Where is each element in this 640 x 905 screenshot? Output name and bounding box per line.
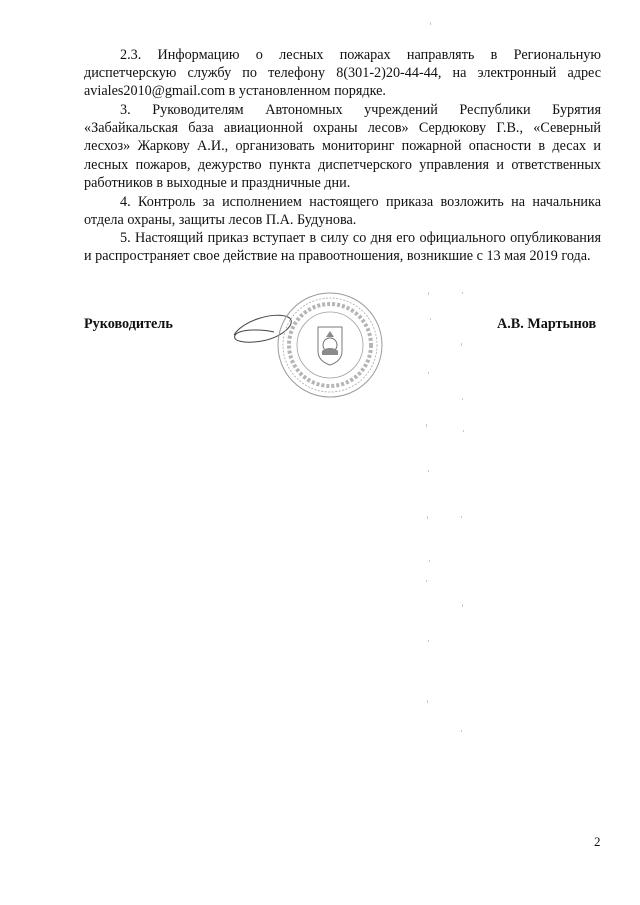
page-number: 2 (594, 834, 601, 849)
paragraph-5: 5. Настоящий приказ вступает в силу со дня его официального опубликования и распространяет свое действие на правоотношения, возникшие с 13 мая 2019 года. (84, 230, 601, 265)
paragraph-4: 4. Контроль за исполнением настоящего приказа возложить на начальника отдела охраны, защиты лесов П.А. Будунова. (84, 194, 601, 229)
paragraph-3: 3. Руководителям Автономных учреждений Республики Бурятия «Забайкальская база авиационной охраны лесов» Сердюкову Г.В., «Северный лесхоз» Жаркову А.И., организовать мониторинг пожарной опасности в десах и лесных пожаров, дежурство пункта диспетчерского управления и ответственных работников в выходные и праздничные дни. (84, 102, 601, 191)
paragraph-2-3: 2.3. Информацию о лесных пожарах направлять в Региональную диспетчерскую службу по телефону 8(301-2)20-44-44, на электронный адрес aviales2010@gmail.com в установленном порядке. (84, 47, 601, 100)
signature-title: Руководитель (84, 316, 173, 332)
signatory-name: А.В. Мартынов (497, 316, 597, 332)
